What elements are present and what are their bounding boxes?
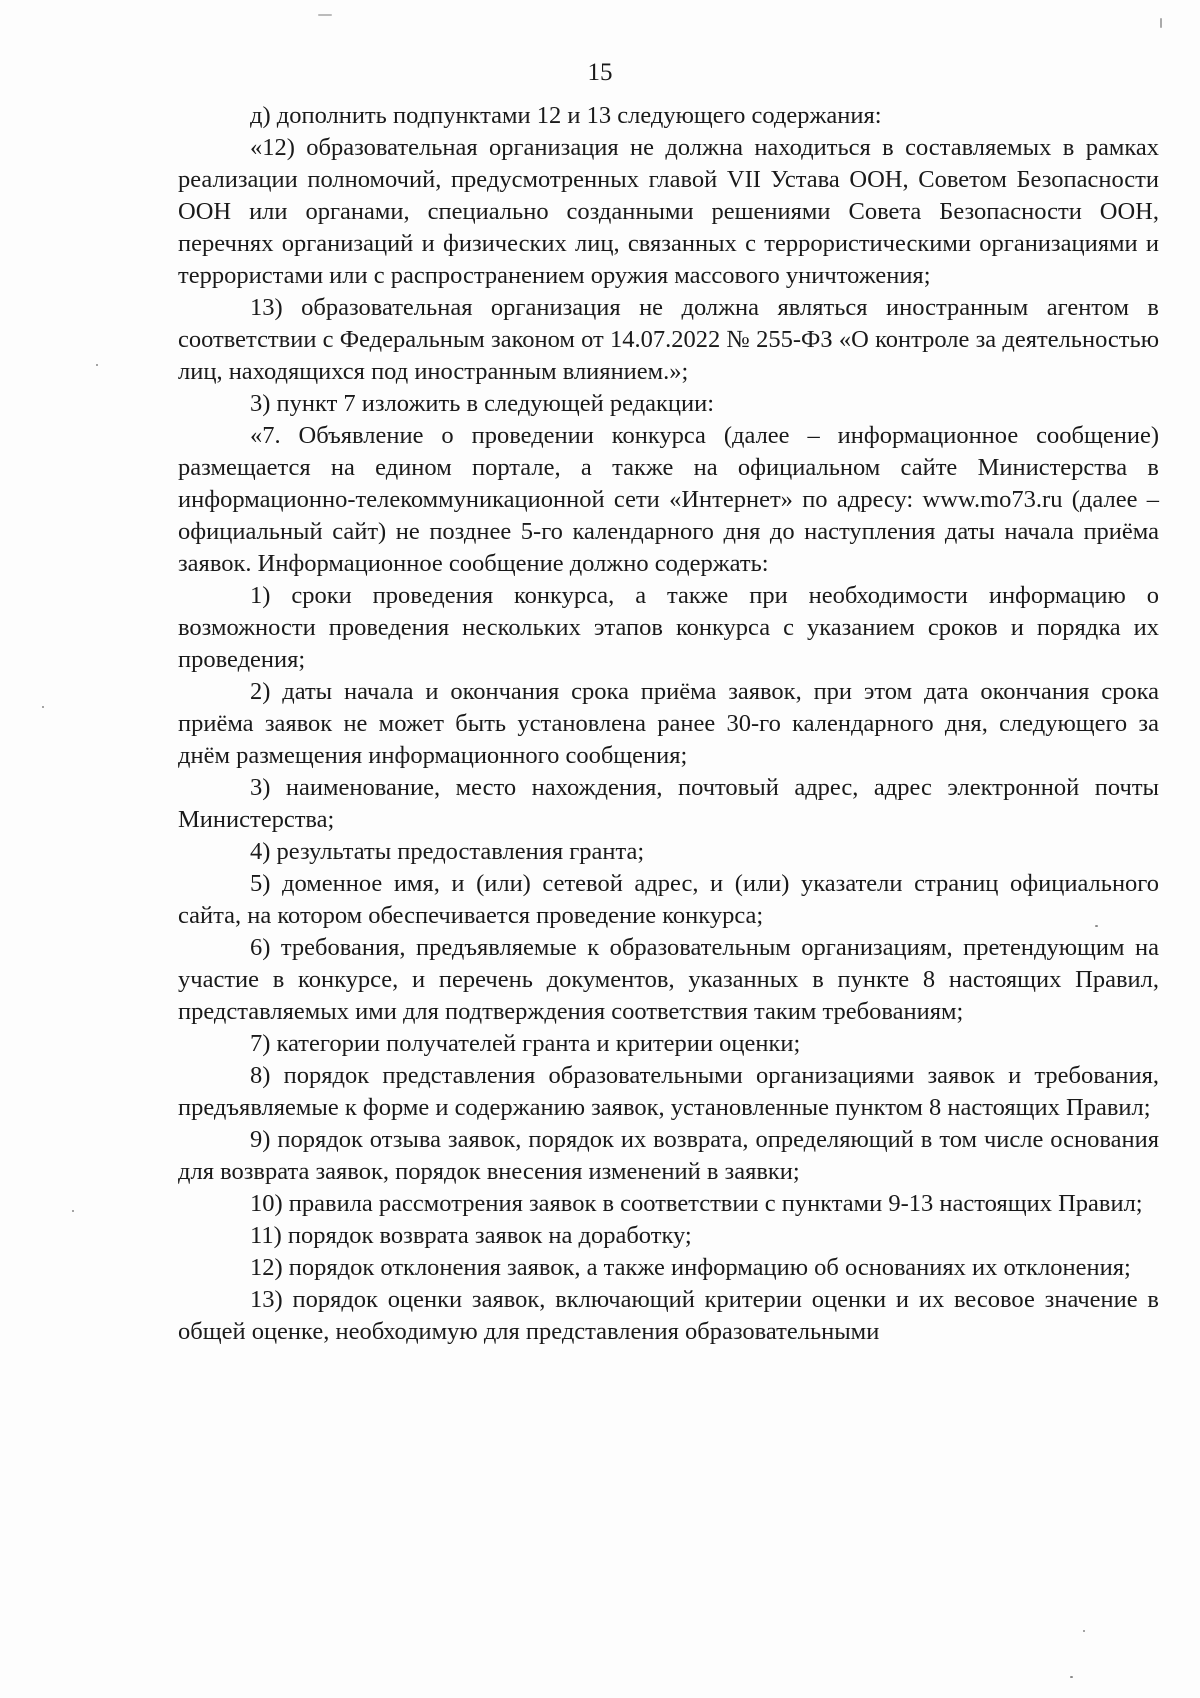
- paragraph: 7) категории получателей гранта и критерии оценки;: [250, 1030, 801, 1057]
- document-body: [178, 100, 1159, 1348]
- paragraph: 8) порядок представления образовательными организациями заявок и требования, предъявляемые к форме и содержанию заявок, установленные пунктом 8 настоящих Правил;: [178, 1062, 1159, 1121]
- paragraph: 5) доменное имя, и (или) сетевой адрес, и (или) указатели страниц официального сайта, на котором обеспечивается проведение конкурса;: [178, 870, 1159, 929]
- paragraph: 9) порядок отзыва заявок, порядок их возврата, определяющий в том числе основания для возврата заявок, порядок внесения изменений в заявки;: [178, 1126, 1159, 1185]
- scan-speck: [42, 706, 44, 708]
- paragraph: 10) правила рассмотрения заявок в соответствии с пунктами 9-13 настоящих Правил;: [250, 1190, 1143, 1217]
- paragraph: «12) образовательная организация не должна находиться в составляемых в рамках реализации полномочий, предусмотренных главой VII Устава ООН, Советом Безопасности ООН или органами, специально созданными решениями Совета Безопасности ООН, перечнях организаций и физических лиц, связанных с террористическими организациями и террористами или с распространением оружия массового уничтожения;: [178, 134, 1159, 289]
- page-number: 15: [587, 59, 613, 86]
- paragraph: 2) даты начала и окончания срока приёма заявок, при этом дата окончания срока приёма заявок не может быть установлена ранее 30-го календарного дня, следующего за днём размещения информационного сообщения;: [178, 678, 1159, 769]
- paragraph: «7. Объявление о проведении конкурса (далее – информационное сообщение) размещается на едином портале, а также на официальном сайте Министерства в информационно-телекоммуникационной сети «Интернет» по адресу: www.mo73.ru (далее – официальный сайт) не позднее 5-го календарного дня до наступления даты начала приёма заявок. Информационное сообщение должно содержать:: [178, 422, 1159, 577]
- scan-speck: [1083, 1630, 1085, 1632]
- scan-speck: [318, 14, 332, 16]
- paragraph: 13) порядок оценки заявок, включающий критерии оценки и их весовое значение в общей оценке, необходимую для представления образовательными: [178, 1286, 1159, 1345]
- scan-speck: [1095, 925, 1098, 927]
- scan-speck: [96, 364, 98, 366]
- paragraph: 11) порядок возврата заявок на доработку;: [250, 1222, 692, 1249]
- scan-speck: [1160, 18, 1162, 28]
- scan-speck: [1070, 1676, 1073, 1678]
- paragraph: д) дополнить подпунктами 12 и 13 следующего содержания:: [250, 102, 882, 129]
- paragraph: 13) образовательная организация не должна являться иностранным агентом в соответствии с Федеральным законом от 14.07.2022 № 255-ФЗ «О контроле за деятельностью лиц, находящихся под иностранным влиянием.»;: [178, 294, 1159, 385]
- paragraph: 3) наименование, место нахождения, почтовый адрес, адрес электронной почты Министерства;: [178, 774, 1159, 833]
- paragraph: 4) результаты предоставления гранта;: [250, 838, 645, 865]
- scan-speck: [72, 1210, 74, 1212]
- paragraph: 1) сроки проведения конкурса, а также при необходимости информацию о возможности проведения нескольких этапов конкурса с указанием сроков и порядка их проведения;: [178, 582, 1159, 673]
- paragraph: 6) требования, предъявляемые к образовательным организациям, претендующим на участие в конкурсе, и перечень документов, указанных в пункте 8 настоящих Правил, представляемых ими для подтверждения соответствия таким требованиям;: [178, 934, 1159, 1025]
- paragraph: 12) порядок отклонения заявок, а также информацию об основаниях их отклонения;: [250, 1254, 1131, 1281]
- paragraph: 3) пункт 7 изложить в следующей редакции:: [250, 390, 715, 417]
